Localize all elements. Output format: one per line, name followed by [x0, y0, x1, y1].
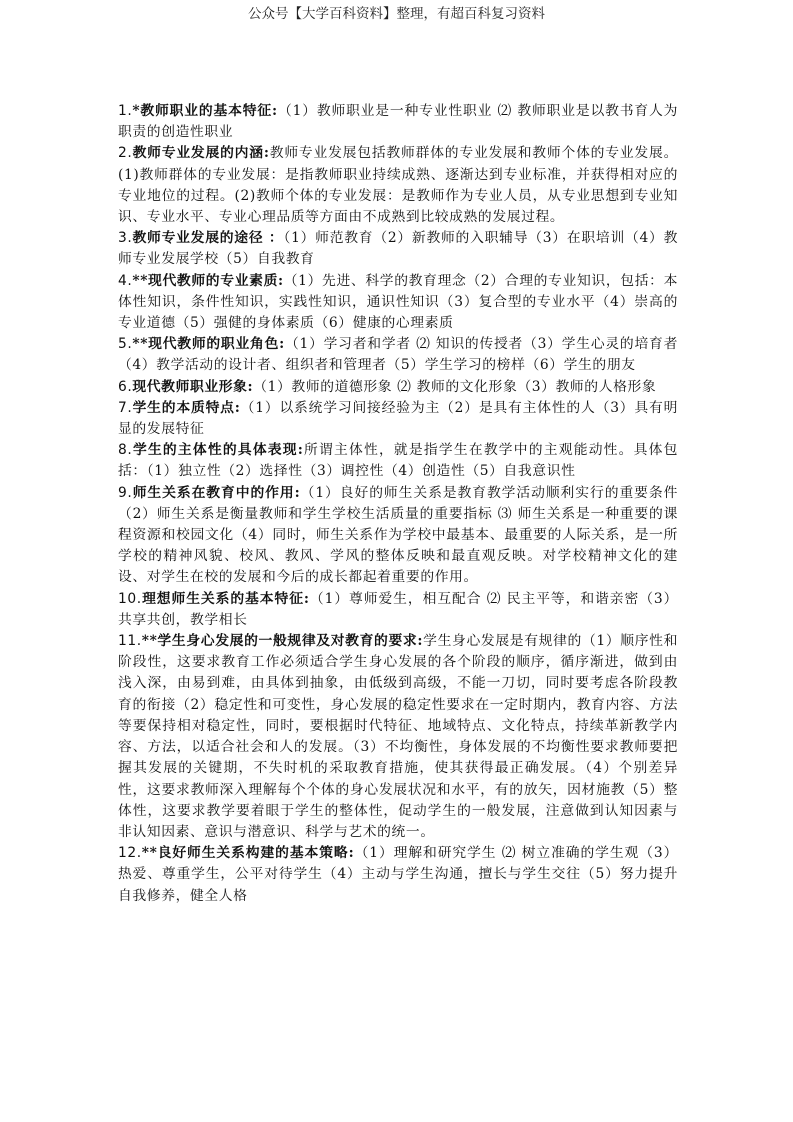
- item-body: （1）尊师爱生，相互配合 ⑵ 民主平等，和谐亲密（3）共享共创，教学相长: [118, 590, 678, 628]
- item-number: 8.: [118, 442, 133, 459]
- item-body: （1）师范教育（2）新教师的入职辅导（3）在职培训（4）教师专业发展学校（5）自我教育: [118, 230, 678, 268]
- item-body: 所谓主体性，就是指学生在教学中的主观能动性。具体包括：（1）独立性（2）选择性（3）调控性（4）创造性（5）自我意识性: [118, 442, 678, 480]
- item-body: 学生身心发展是有规律的（1）顺序性和阶段性，这要求教育工作必须适合学生身心发展的各个阶段的顺序，循序渐进，做到由浅入深，由易到难，由具体到抽象，由低级到高级，不能一刀切，同时要考虑各阶段教育的衔接（2）稳定性和可变性，身心发展的稳定性要求在一定时期内，教育内容、方法等要保持相对稳定性，同时，要根据时代特征、地域特点、文化特点，持续革新教学内容、方法，以适合社会和人的发展。（3）不均衡性，身体发展的不均衡性要求教师要把握其发展的关键期，不失时机的采取教育措施，使其获得最正确发展。（4）个别差异性，这要求教师深入理解每个个体的身心发展状况和水平，有的放矢，因材施教（5）整体性，这要求教学要着眼于学生的整体性，促动学生的一般发展，注意做到认知因素与非认知因素、意识与潜意识、科学与艺术的统一。: [118, 633, 679, 840]
- list-item: [118, 843, 678, 907]
- item-term: **现代教师的职业角色:: [132, 336, 285, 353]
- item-number: 2.: [118, 145, 133, 162]
- item-term: 教师专业发展的内涵:: [132, 145, 270, 162]
- item-number: 10.: [118, 590, 142, 607]
- list-item: [118, 271, 678, 335]
- list-item: [118, 589, 678, 631]
- document-body: [118, 101, 678, 907]
- item-term: *教师职业的基本特征:: [132, 103, 278, 119]
- item-number: 11.: [118, 633, 142, 650]
- item-number: 1.: [118, 103, 133, 119]
- list-item: [118, 143, 678, 228]
- list-item: [118, 228, 678, 270]
- list-item: [118, 483, 678, 589]
- item-number: 9.: [118, 484, 133, 501]
- list-item: [118, 334, 678, 376]
- item-term: **良好师生关系构建的基本策略:: [141, 845, 355, 862]
- item-term: 学生的本质特点:: [132, 399, 241, 416]
- item-term: 学生的主体性的具体表现:: [132, 442, 304, 459]
- item-body: （1）教师的道德形象 ⑵ 教师的文化形象（3）教师的人格形象: [253, 378, 657, 395]
- item-number: 7.: [118, 399, 133, 416]
- item-body: 教师专业发展包括教师群体的专业发展和教师个体的专业发展。(1)教师群体的专业发展：是指教师职业持续成熟、逐渐达到专业标准，并获得相对应的专业地位的过程。(2)教师个体的专业发展：是教师作为专业人员，从专业思想到专业知识、专业水平、专业心理品质等方面由不成熟到比较成熟的发展过程。: [118, 145, 678, 226]
- item-number: 3.: [118, 230, 133, 247]
- item-number: 5.: [118, 336, 133, 353]
- item-body: （1）教师职业是一种专业性职业 ⑵ 教师职业是以教书育人为职责的创造性职业: [118, 103, 678, 141]
- item-term: 现代教师职业形象:: [132, 378, 254, 395]
- item-body: （1）先进、科学的教育理念（2）合理的专业知识，包括：本体性知识，条件性知识，实践性知识，通识性知识（3）复合型的专业水平（4）崇高的专业道德（5）强健的身体素质（6）健康的心理素质: [118, 272, 678, 332]
- item-term: **学生身心发展的一般规律及对教育的要求:: [141, 633, 424, 650]
- page-header: 公众号【大学百科资料】整理，有超百科复习资料: [248, 6, 545, 22]
- item-number: 6.: [118, 378, 133, 395]
- item-term: 理想师生关系的基本特征:: [141, 590, 310, 607]
- item-body: （1）良好的师生关系是教育教学活动顺利实行的重要条件（2）师生关系是衡量教师和学生学校生活质量的重要指标 ⑶ 师生关系是一种重要的课程资源和校园文化（4）同时，师生关系作为学校中最基本、最重要的人际关系，是一所学校的精神风貌、校风、教风、学风的整体反映和最直观反映。对学校精神文化的建设、对学生在校的发展和今后的成长都起着重要的作用。: [118, 484, 678, 586]
- item-number: 4.: [118, 272, 133, 289]
- item-term: 教师专业发展的途径 ：: [132, 230, 284, 247]
- list-item: [118, 377, 678, 398]
- item-body: （1）理解和研究学生 ⑵ 树立准确的学生观（3）热爱、尊重学生，公平对待学生（4）主动与学生沟通，擅长与学生交往（5）努力提升自我修养，健全人格: [118, 845, 678, 904]
- list-item: [118, 398, 678, 440]
- list-item: [118, 101, 678, 143]
- list-item: [118, 440, 678, 482]
- item-number: 12.: [118, 845, 142, 862]
- list-item: [118, 631, 678, 843]
- item-body: （1）以系统学习间接经验为主（2）是具有主体性的人（3）具有明显的发展特征: [118, 399, 678, 438]
- item-term: 师生关系在教育中的作用:: [132, 484, 301, 501]
- item-term: **现代教师的专业素质:: [132, 272, 284, 289]
- item-body: （1）学习者和学者 ⑵ 知识的传授者（3）学生心灵的培育者（4）教学活动的设计者、组织者和管理者（5）学生学习的榜样（6）学生的朋友: [118, 336, 678, 374]
